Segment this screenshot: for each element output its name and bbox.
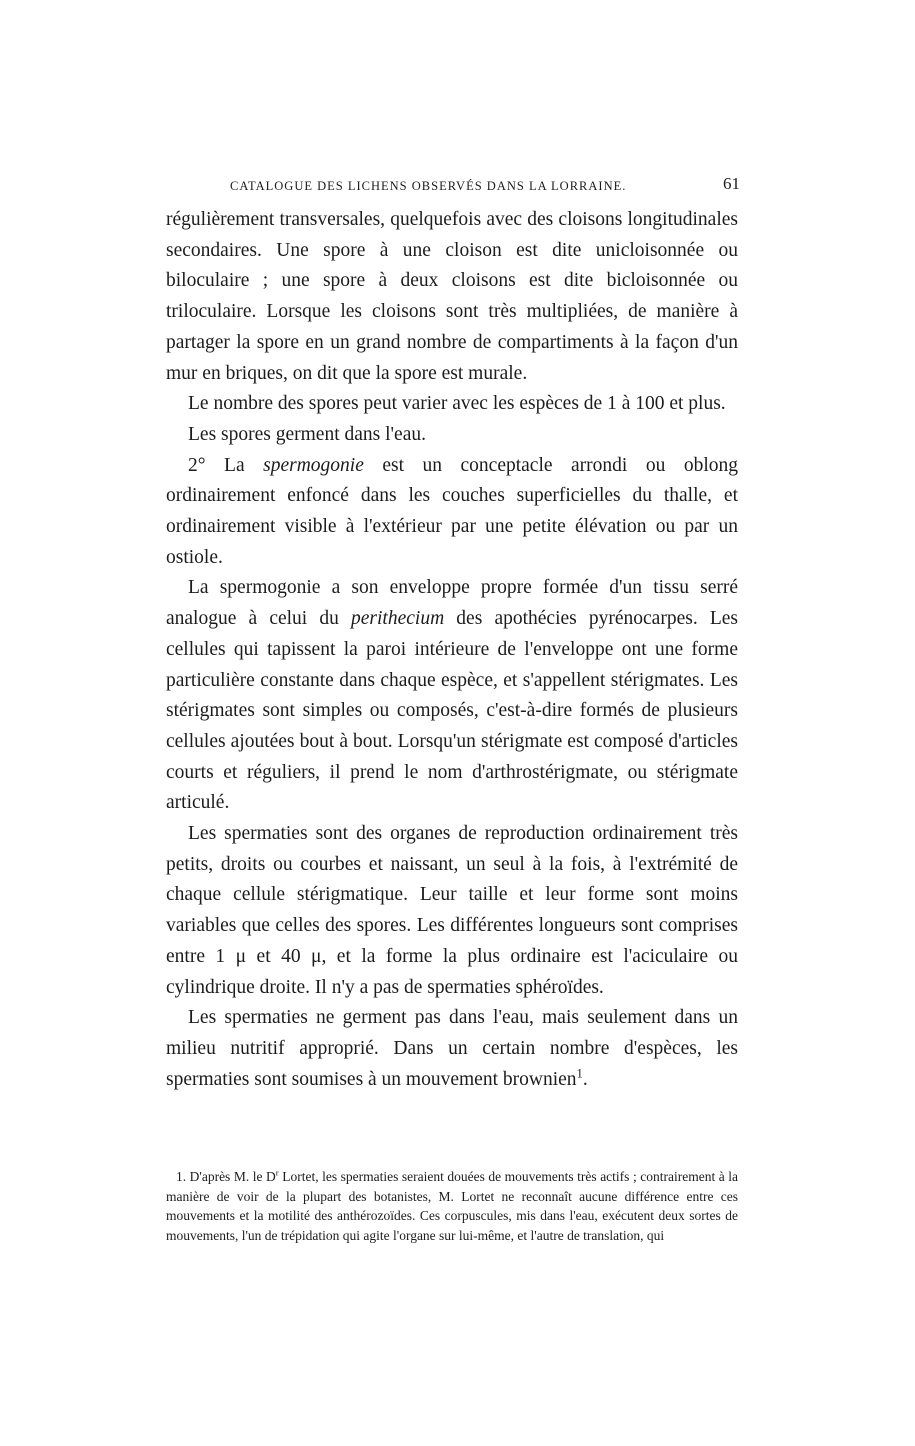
paragraph-2: Le nombre des spores peut varier avec les espèces de 1 à 100 et plus. [188,393,726,415]
paragraph-7 [166,1003,738,1095]
paragraph-7-end: . [582,1068,588,1090]
footnote [166,1167,738,1245]
term-spermogonie: spermogonie [263,454,364,476]
paragraph-4-start: 2° La [188,454,264,476]
main-text [166,205,738,1095]
paragraph-4-rest: est un conceptacle arrondi ou oblong ordinairement enfoncé dans les couches superficielles du thalle, et ordinairement visible à l'extérieur par une petite élévation ou par un ostiole. [166,454,738,568]
paragraph-6: Les spermaties sont des organes de reproduction ordinairement très petits, droits ou courbes et naissant, un seul à la fois, à l'extrémité de chaque cellule stérigmatique. Leur taille et leur forme sont moins variables que celles des spores. Les différentes longueurs sont comprises entre 1 μ et 40 μ, et la forme la plus ordinaire est l'aciculaire ou cylindrique droite. Il n'y a pas de spermaties sphéroïdes. [166,823,738,998]
footnote-superscript: r [275,1167,279,1178]
paragraph-5-rest: des apothécies pyrénocarpes. Les cellules qui tapissent la paroi intérieure de l'enveloppe ont une forme particulière constante dans chaque espèce, et s'appellent stérigmates. Les stérigmates sont simples ou composés, c'est-à-dire formés de plusieurs cellules ajoutées bout à bout. Lorsqu'un stérigmate est composé d'articles courts et réguliers, il prend le nom d'arthrostérigmate, ou stérigmate articulé. [166,608,738,814]
running-header [230,174,740,194]
paragraph-5 [166,573,738,819]
page-number: 61 [723,174,740,193]
paragraph-3: Les spores germent dans l'eau. [188,423,426,445]
footnote-text-start: 1. D'après M. le D [176,1169,276,1184]
running-title: CATALOGUE DES LICHENS OBSERVÉS DANS LA LORRAINE. [230,179,627,193]
footnote-1 [166,1167,738,1245]
footnote-text-rest: Lortet, les spermaties seraient douées de mouvements très actifs ; contrairement à la manière de voir de la plupart des botanistes, M. Lortet ne reconnaît aucune différence entre ces mouvements et la motilité des anthérozoïdes. Ces corpuscules, mis dans l'eau, exécutent deux sortes de mouvements, l'un de trépidation qui agite l'organe sur lui-même, et l'autre de translation, qui [166,1169,738,1243]
term-perithecium: perithecium [351,608,445,630]
paragraph-7-text: Les spermaties ne germent pas dans l'eau, mais seulement dans un milieu nutritif approprié. Dans un certain nombre d'espèces, les spermaties sont soumises à un mouvement brownien [166,1007,738,1090]
paragraph-4 [166,451,738,574]
paragraph-5-start: La spermogonie a son enveloppe propre formée d'un tissu serré analogue à celui du [166,577,738,630]
paragraph-1: régulièrement transversales, quelquefois avec des cloisons longitudinales secondaires. Une spore à une cloison est dite unicloisonnée ou biloculaire ; une spore à deux cloisons est dite bicloisonnée ou triloculaire. Lorsque les cloisons sont très multipliées, de manière à partager la spore en un grand nombre de compartiments à la façon d'un mur en briques, on dit que la spore est murale. [166,209,738,384]
footnote-reference[interactable]: 1 [576,1066,583,1081]
